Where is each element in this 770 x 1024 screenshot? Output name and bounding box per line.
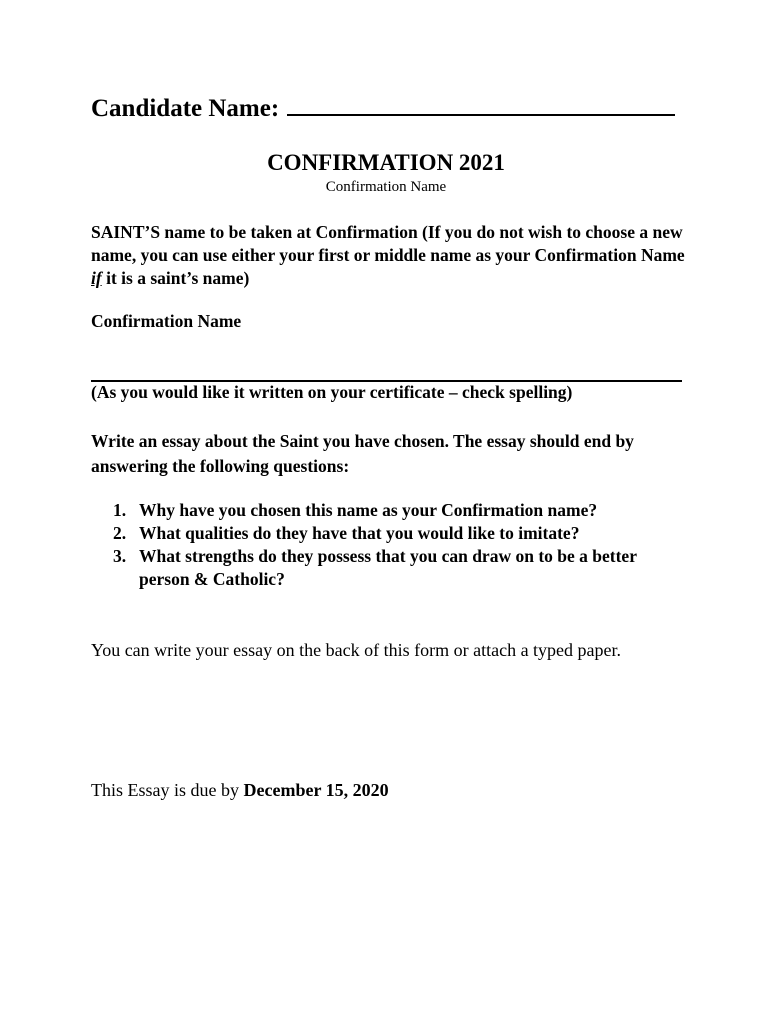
question-number: 1. — [113, 500, 127, 520]
question-item — [91, 522, 691, 545]
form-subtitle: Confirmation Name — [325, 179, 447, 195]
question-text: What strengths do they possess that you can draw on to be a better person & Catholic? — [139, 546, 637, 589]
question-number: 2. — [113, 523, 127, 543]
due-date: December 15, 2020 — [243, 780, 389, 800]
candidate-name-row — [91, 92, 675, 123]
candidate-name-blank — [287, 92, 675, 116]
saint-name-instruction — [91, 221, 691, 290]
saint-instruction-part1: SAINT’S name to be taken at Confirmation (If you do not wish to choose a new name, you can use either your first or middle name as your Confirmation Name — [91, 222, 685, 265]
due-prefix: This Essay is due by — [91, 780, 244, 800]
essay-submission-note: You can write your essay on the back of this form or attach a typed paper. — [91, 640, 622, 660]
due-date-line — [91, 780, 389, 801]
question-item — [91, 545, 691, 591]
saint-instruction-part2: it is a saint’s name) — [101, 268, 250, 288]
question-item — [91, 499, 691, 522]
saint-instruction-emphasis: if — [91, 268, 102, 288]
essay-instruction: Write an essay about the Saint you have chosen. The essay should end by answering the following questions: — [91, 431, 634, 476]
question-list — [91, 499, 691, 591]
question-text: Why have you chosen this name as your Confirmation name? — [139, 500, 598, 520]
form-title: CONFIRMATION 2021 — [267, 150, 505, 175]
candidate-name-label: Candidate Name: — [91, 95, 280, 122]
certificate-note: (As you would like it written on your certificate – check spelling) — [91, 382, 573, 402]
question-text: What qualities do they have that you would like to imitate? — [139, 523, 580, 543]
confirmation-name-label: Confirmation Name — [91, 311, 242, 331]
question-number: 3. — [113, 546, 127, 566]
